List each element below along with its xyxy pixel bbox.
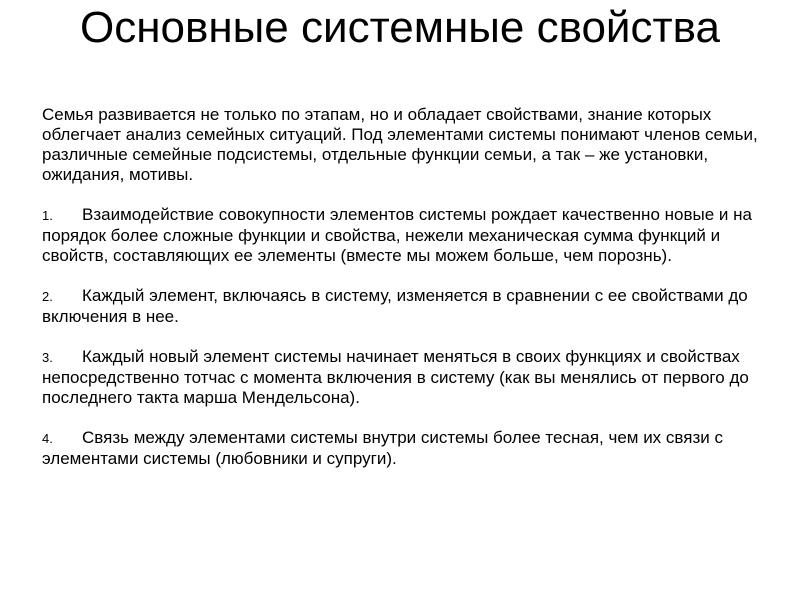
- list-number: 1.: [42, 208, 53, 223]
- list-item-text: Каждый новый элемент системы начинает меняться в своих функциях и свойствах непосредственно тотчас с момента включения в систему (как вы менялись от первого до последнего такта марша Мендельсона).: [42, 347, 749, 407]
- list-item-text: Взаимодействие совокупности элементов системы рождает качественно новые и на порядок более сложные функции и свойства, нежели механическая сумма функций и свойств, составляющих ее элементы (вместе мы можем больше, чем порознь).: [42, 205, 752, 265]
- list-item-text: Связь между элементами системы внутри системы более тесная, чем их связи с элементами системы (любовники и супруги).: [42, 428, 723, 468]
- slide-body: [42, 105, 772, 489]
- list-item-1: [42, 205, 772, 266]
- list-item-text: Каждый элемент, включаясь в систему, изменяется в сравнении с ее свойствами до включения в нее.: [42, 286, 748, 326]
- list-number: 3.: [42, 350, 53, 365]
- list-item-2: [42, 286, 772, 327]
- list-item-3: [42, 347, 772, 408]
- list-item-4: [42, 428, 772, 469]
- intro-paragraph: Семья развивается не только по этапам, но и обладает свойствами, знание которых облегчает анализ семейных ситуаций. Под элементами системы понимают членов семьи, различные семейные подсистемы, отдельные функции семьи, а так – же установки, ожидания, мотивы.: [42, 105, 758, 184]
- slide-title: Основные системные свойства: [80, 3, 720, 52]
- list-number: 4.: [42, 431, 53, 446]
- list-number: 2.: [42, 289, 53, 304]
